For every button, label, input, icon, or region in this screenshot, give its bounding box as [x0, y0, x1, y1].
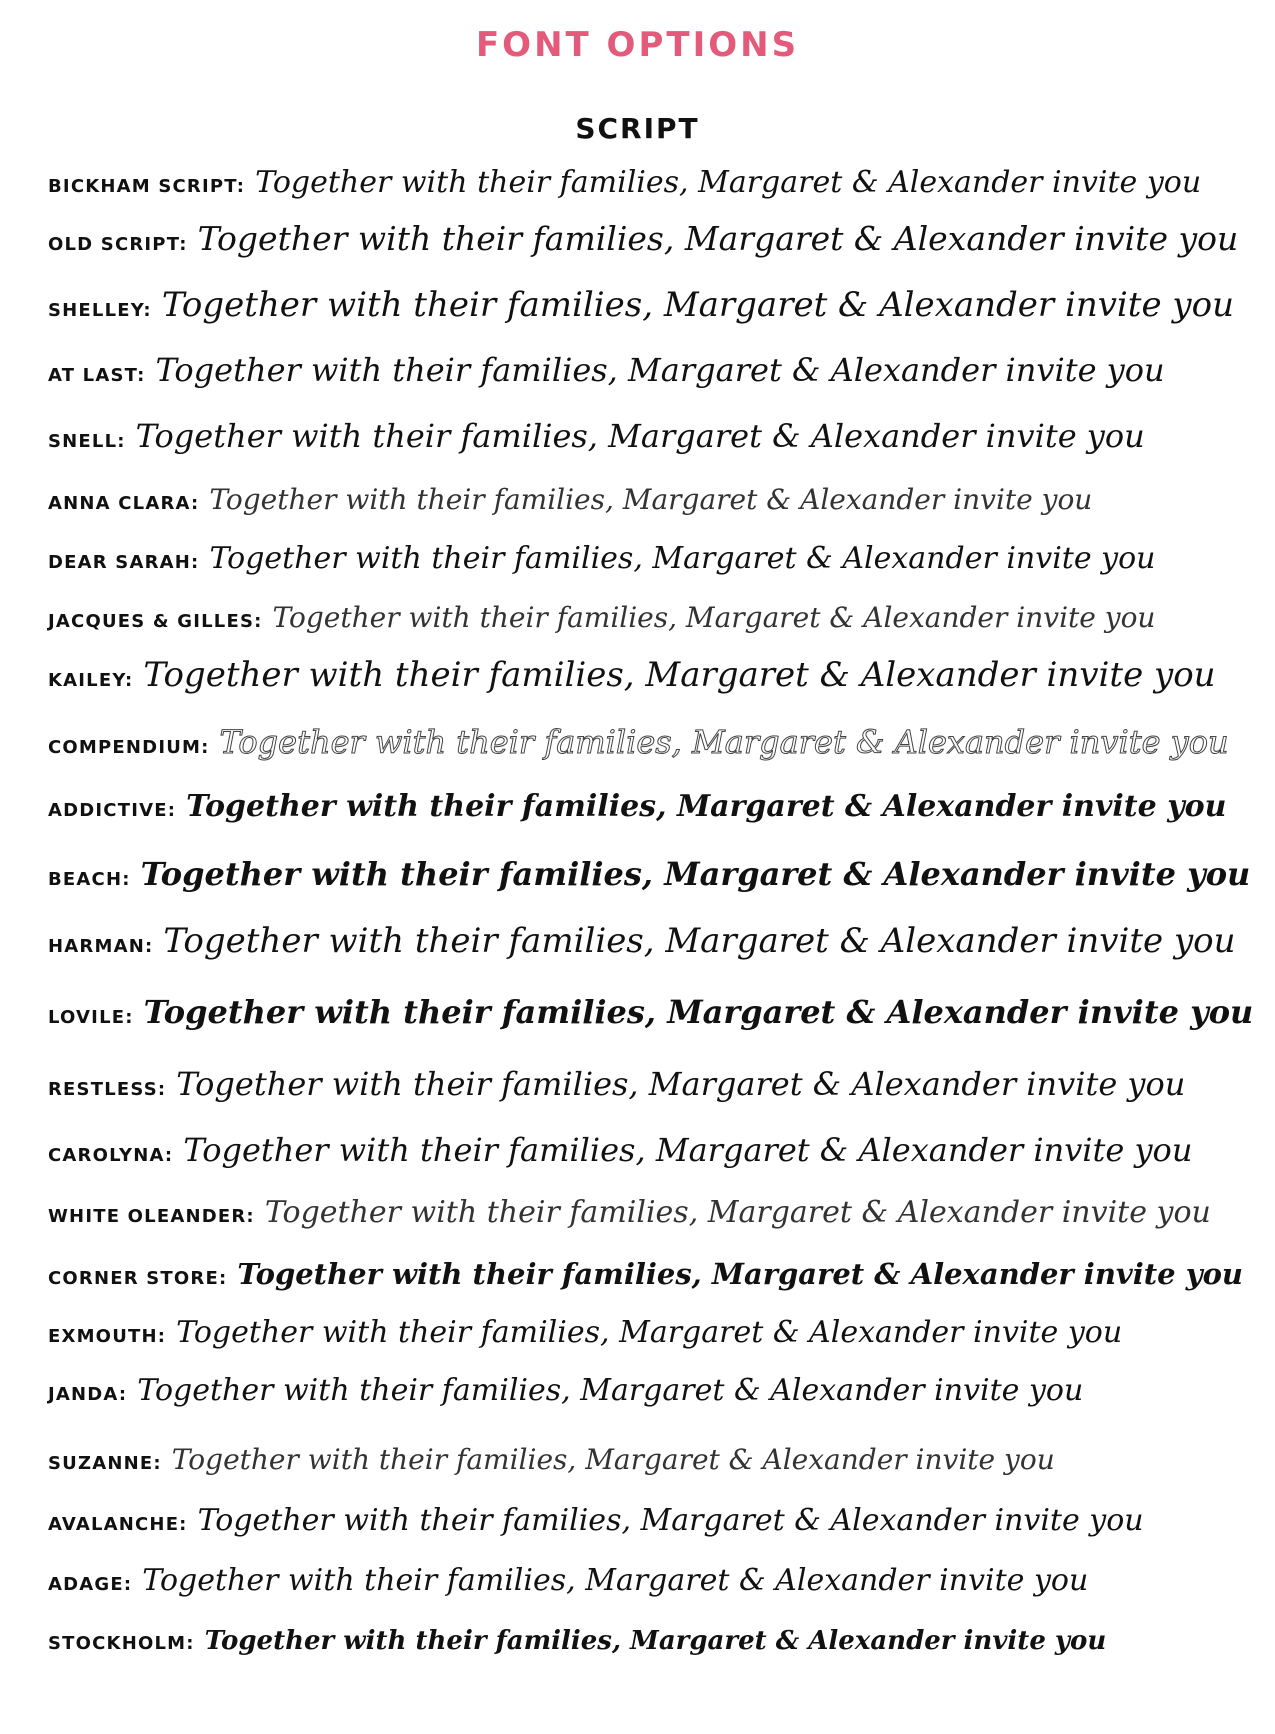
- font-name-label: ADAGE:: [48, 1574, 133, 1595]
- font-name-label: ANNA CLARA:: [48, 493, 200, 514]
- font-sample-text: Together with their families, Margaret & Alexander invite you: [264, 1195, 1211, 1230]
- font-sample-text: Together with their families, Margaret & Alexander invite you: [176, 1315, 1123, 1350]
- font-sample-text: Together with their families, Margaret & Alexander invite you: [155, 351, 1165, 389]
- font-name-label: JACQUES & GILLES:: [48, 611, 263, 632]
- font-row: [48, 1131, 1258, 1169]
- font-sample-text: Together with their families, Margaret & Alexander invite you: [176, 1065, 1186, 1103]
- font-name-label: CORNER STORE:: [48, 1268, 228, 1289]
- font-row: [48, 855, 1258, 893]
- font-row: [48, 1443, 1258, 1476]
- font-name-label: BICKHAM SCRIPT:: [48, 176, 246, 197]
- font-row: [48, 1628, 1258, 1654]
- font-name-label: COMPENDIUM:: [48, 737, 210, 758]
- font-sample-text: Together with their families, Margaret & Alexander invite you: [209, 483, 1093, 516]
- font-sample-text: Together with their families, Margaret & Alexander invite you: [219, 723, 1229, 761]
- font-row: [48, 1065, 1258, 1103]
- font-sample-text: Together with their families, Margaret & Alexander invite you: [204, 1626, 1107, 1656]
- font-sample-text: Together with their families, Margaret & Alexander invite you: [197, 1503, 1144, 1538]
- font-sample-text: Together with their families, Margaret & Alexander invite you: [186, 789, 1227, 824]
- font-name-label: DEAR SARAH:: [48, 552, 200, 573]
- font-sample-text: Together with their families, Margaret & Alexander invite you: [237, 1257, 1243, 1291]
- font-name-label: SHELLEY:: [48, 300, 152, 321]
- font-sample-text: Together with their families, Margaret & Alexander invite you: [163, 921, 1236, 961]
- font-row: [48, 417, 1258, 455]
- font-sample-text: Together with their families, Margaret & Alexander invite you: [171, 1443, 1055, 1476]
- font-name-label: AT LAST:: [48, 365, 146, 386]
- font-name-label: LOVILE:: [48, 1007, 134, 1028]
- font-sample-text: Together with their families, Margaret & Alexander invite you: [272, 601, 1156, 634]
- font-row: [48, 165, 1258, 200]
- font-sample-text: Together with their families, Margaret & Alexander invite you: [209, 541, 1156, 576]
- font-row: [48, 351, 1258, 389]
- font-row: [48, 1563, 1258, 1598]
- font-name-label: SNELL:: [48, 431, 126, 452]
- font-row: [48, 483, 1258, 516]
- font-sample-text: Together with their families, Margaret & Alexander invite you: [142, 1563, 1089, 1598]
- font-row: [48, 219, 1258, 258]
- font-name-label: SUZANNE:: [48, 1453, 162, 1474]
- font-row: [48, 1503, 1258, 1538]
- font-row: [48, 655, 1258, 695]
- font-row: [48, 1373, 1258, 1408]
- font-sample-text: Together with their families, Margaret & Alexander invite you: [143, 993, 1254, 1031]
- font-name-label: CAROLYNA:: [48, 1145, 174, 1166]
- font-row: [48, 1257, 1258, 1291]
- font-name-label: ADDICTIVE:: [48, 800, 177, 821]
- font-name-label: BEACH:: [48, 869, 131, 890]
- font-name-label: OLD SCRIPT:: [48, 234, 188, 255]
- font-name-label: STOCKHOLM:: [48, 1633, 195, 1654]
- font-name-label: EXMOUTH:: [48, 1326, 167, 1347]
- font-row: [48, 789, 1258, 824]
- font-sample-text: Together with their families, Margaret & Alexander invite you: [137, 1373, 1084, 1408]
- font-sample-text: Together with their families, Margaret & Alexander invite you: [183, 1131, 1193, 1169]
- font-name-label: RESTLESS:: [48, 1079, 167, 1100]
- font-row: [48, 285, 1258, 325]
- section-title: SCRIPT: [575, 112, 700, 145]
- font-sample-text: Together with their families, Margaret & Alexander invite you: [197, 219, 1239, 258]
- font-name-label: KAILEY:: [48, 670, 134, 691]
- font-name-label: HARMAN:: [48, 936, 154, 957]
- font-name-label: AVALANCHE:: [48, 1514, 188, 1535]
- font-row: [48, 1195, 1258, 1230]
- font-sample-text: Together with their families, Margaret & Alexander invite you: [143, 655, 1216, 695]
- font-sample-text: Together with their families, Margaret & Alexander invite you: [140, 855, 1251, 893]
- font-name-label: WHITE OLEANDER:: [48, 1206, 255, 1227]
- font-sample-text: Together with their families, Margaret & Alexander invite you: [255, 165, 1202, 200]
- font-sample-text: Together with their families, Margaret & Alexander invite you: [161, 285, 1234, 325]
- font-row: [48, 541, 1258, 576]
- font-row: [48, 1315, 1258, 1350]
- font-sample-text: Together with their families, Margaret & Alexander invite you: [135, 417, 1145, 455]
- font-row: [48, 993, 1258, 1031]
- page-title: FONT OPTIONS: [475, 25, 800, 65]
- font-name-label: JANDA:: [48, 1384, 128, 1405]
- font-row: [48, 921, 1258, 961]
- font-row: [48, 601, 1258, 634]
- font-row: [48, 723, 1258, 761]
